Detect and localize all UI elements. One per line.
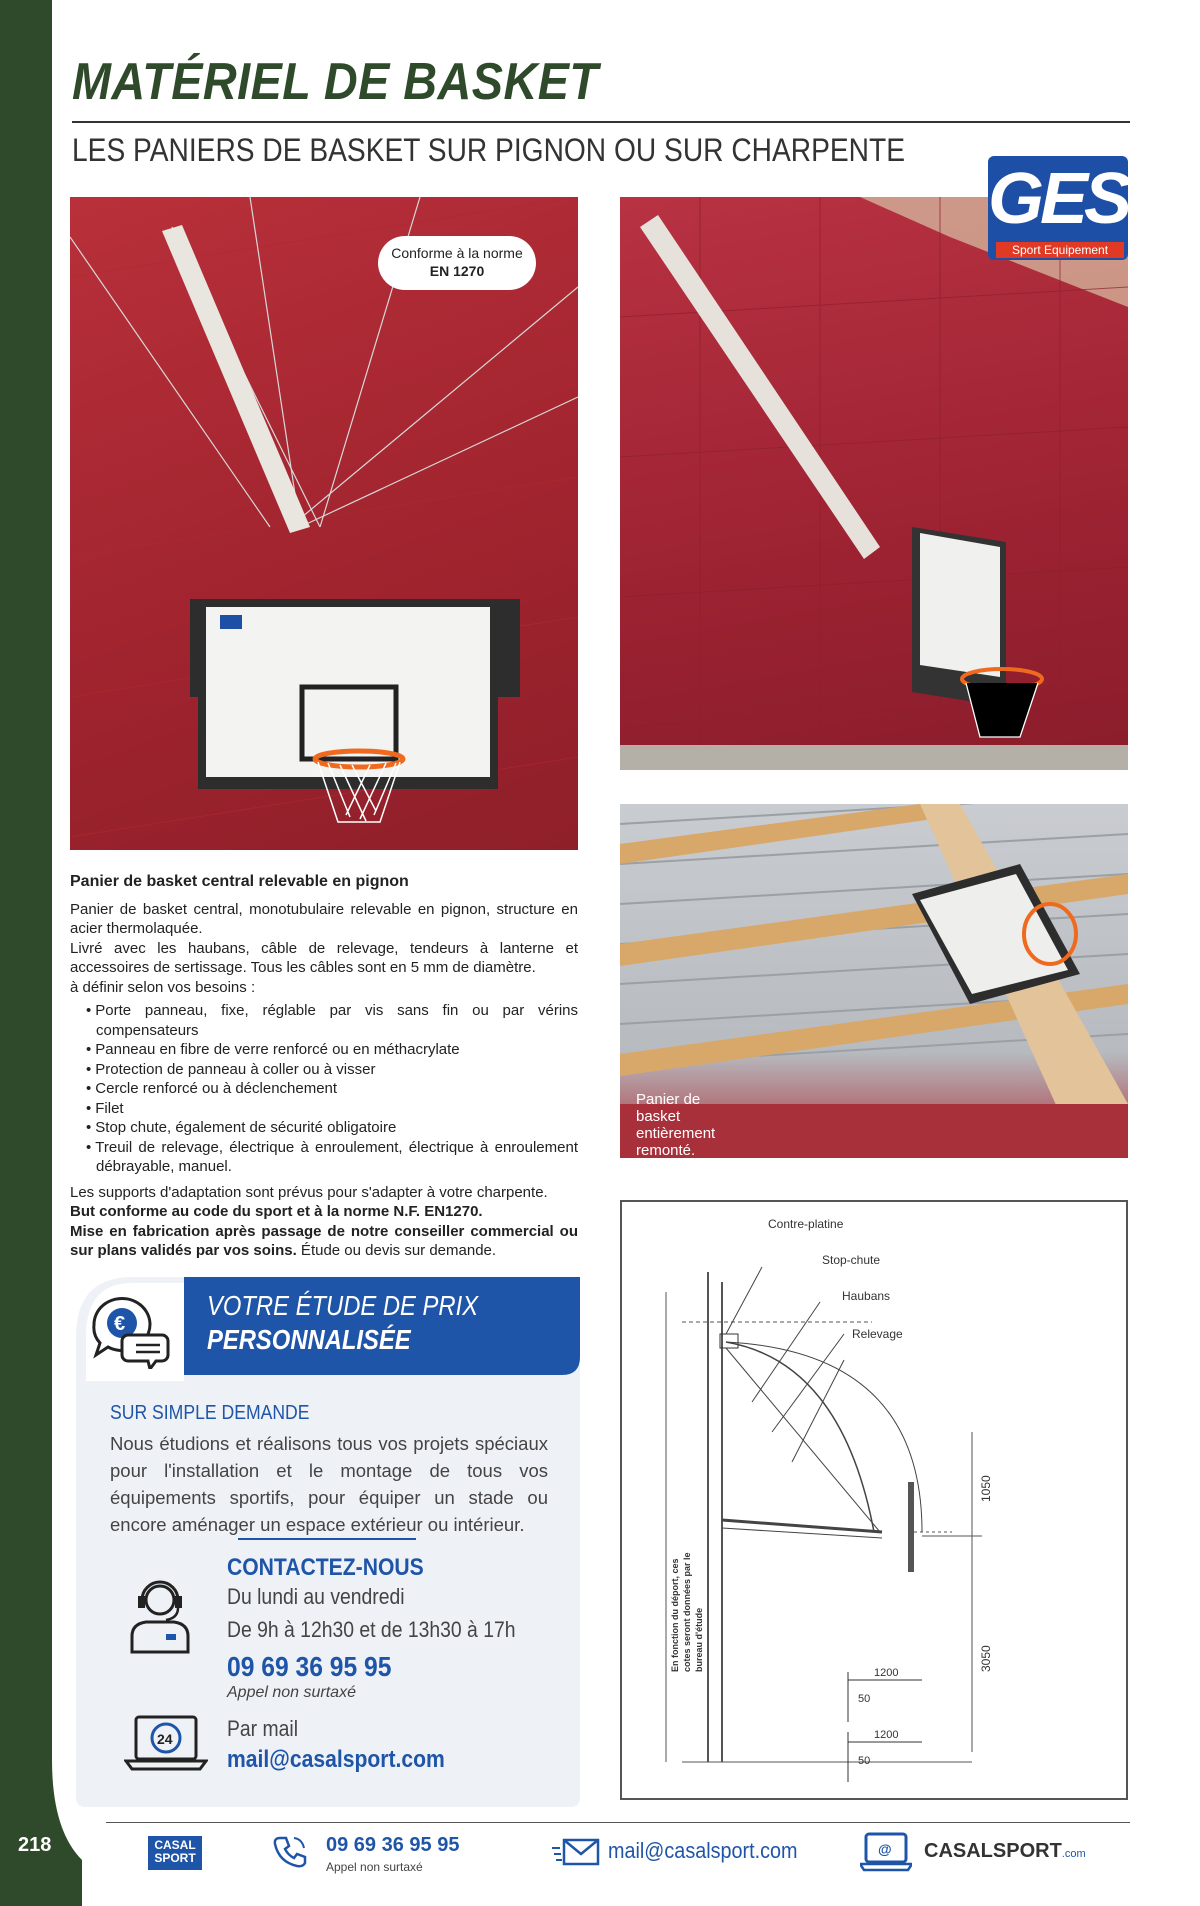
option-item: • Filet xyxy=(86,1099,578,1119)
diagram-side-note: En fonction du déport, ces xyxy=(670,1558,680,1672)
option-item: • Panneau en fibre de verre renforcé ou en méthacrylate xyxy=(86,1040,578,1060)
norm-badge-line1: Conforme à la norme xyxy=(391,245,523,261)
diagram-label-contre-platine: Contre-platine xyxy=(768,1217,844,1231)
svg-text:€: € xyxy=(114,1313,126,1335)
study-title-line1: VOTRE ÉTUDE DE PRIX xyxy=(207,1290,479,1321)
norm-badge-line2: EN 1270 xyxy=(429,263,485,279)
diagram-side-note-3: bureau d'étude xyxy=(694,1607,704,1672)
product-title: Panier de basket central relevable en pignon xyxy=(70,873,409,890)
product-options-intro: à définir selon vos besoins : xyxy=(70,978,256,996)
study-title-line2: PERSONNALISÉE xyxy=(207,1324,411,1355)
website-icon xyxy=(860,1832,912,1872)
photo-central-basket-drawing xyxy=(70,197,578,850)
photo-side-view xyxy=(620,197,1128,770)
footer-phone-note: Appel non surtaxé xyxy=(326,1860,423,1874)
option-item: • Protection de panneau à coller ou à visser xyxy=(86,1060,578,1080)
casal-logo-line2: SPORT xyxy=(154,1851,196,1865)
mail-label: Par mail xyxy=(227,1716,299,1741)
product-options-list xyxy=(86,1001,578,1177)
product-supports: Les supports d'adaptation sont prévus pour s'adapter à votre charpente. xyxy=(70,1183,548,1201)
footer-website-link[interactable] xyxy=(924,1840,1086,1863)
ges-logo-tagline: Sport Equipement xyxy=(996,242,1124,258)
diagram-dim-50-a: 50 xyxy=(858,1693,871,1705)
footer-rule xyxy=(106,1822,1130,1823)
diagram-side-note-2: cotes seront données par le xyxy=(682,1552,692,1672)
ges-logo-text: GES xyxy=(988,159,1129,239)
contact-phone-note: Appel non surtaxé xyxy=(227,1684,356,1701)
diagram-dim-1200-b: 1200 xyxy=(874,1729,899,1741)
mail-address-link[interactable]: mail@casalsport.com xyxy=(227,1746,445,1773)
title-rule xyxy=(72,121,1130,123)
mail-envelope-icon xyxy=(552,1834,600,1870)
diagram-label-stop-chute: Stop-chute xyxy=(822,1253,881,1267)
option-item: • Porte panneau, fixe, réglable par vis sans fin ou par vérins compensateurs xyxy=(86,1001,578,1040)
phone-icon xyxy=(272,1834,308,1870)
page-title: MATÉRIEL DE BASKET xyxy=(72,53,599,111)
contact-phone-link[interactable]: 09 69 36 95 95 xyxy=(227,1651,392,1682)
study-divider xyxy=(238,1538,416,1540)
ges-brand-logo xyxy=(988,156,1128,260)
photo-raised-basket xyxy=(620,804,1128,1158)
page-subtitle: LES PANIERS DE BASKET SUR PIGNON OU SUR CHARPENTE xyxy=(72,132,905,168)
casal-logo-line1: CASAL xyxy=(154,1838,196,1852)
option-item: • Treuil de relevage, électrique à enroulement, électrique à enroulement débrayable, manuel. xyxy=(86,1138,578,1177)
footer-mail-link[interactable]: mail@casalsport.com xyxy=(608,1838,798,1863)
product-fabrication-rest: Étude ou devis sur demande. xyxy=(296,1242,497,1259)
technical-diagram xyxy=(620,1200,1128,1800)
headset-agent-icon xyxy=(128,1574,192,1654)
photo-central-basket xyxy=(70,197,578,850)
contact-hours: De 9h à 12h30 et de 13h30 à 17h xyxy=(227,1617,516,1642)
contact-title: CONTACTEZ-NOUS xyxy=(227,1554,424,1581)
page-number: 218 xyxy=(18,1834,52,1856)
diagram-dim-3050: 3050 xyxy=(979,1645,993,1672)
product-norm: But conforme au code du sport et à la norme N.F. EN1270. xyxy=(70,1203,483,1220)
euro-chat-icon xyxy=(88,1287,170,1369)
diagram-dim-50-b: 50 xyxy=(858,1755,871,1767)
laptop-24-text: 24 xyxy=(157,1731,173,1747)
diagram-dim-1050: 1050 xyxy=(979,1475,993,1502)
product-fabrication-bold: Mise en fabrication après passage de notre conseiller commercial ou sur plans validés par vos soins. xyxy=(70,1222,578,1259)
diagram-dim-1200-a: 1200 xyxy=(874,1667,899,1679)
footer-phone-link[interactable]: 09 69 36 95 95 xyxy=(326,1834,460,1856)
footer-web-main: CASALSPORT xyxy=(924,1840,1062,1862)
product-delivery: Livré avec les haubans, câble de relevage, tendeurs à lanterne et accessoires de sertissage. Tous les câbles sont en 5 mm de diamètre. xyxy=(70,939,578,976)
study-subtitle: SUR SIMPLE DEMANDE xyxy=(110,1402,310,1424)
svg-text:@: @ xyxy=(878,1841,892,1857)
contact-days: Du lundi au vendredi xyxy=(227,1584,405,1609)
raised-basket-caption: Panier de basket entièrement remonté. xyxy=(636,1091,716,1158)
diagram-label-relevage: Relevage xyxy=(852,1327,903,1341)
product-intro: Panier de basket central, monotubulaire relevable en pignon, structure en acier thermolaquée. xyxy=(70,900,578,937)
photo-side-view-drawing xyxy=(620,197,1128,770)
product-fabrication xyxy=(70,1222,578,1261)
norm-badge xyxy=(378,236,536,290)
technical-diagram-drawing xyxy=(622,1202,1126,1798)
option-item: • Cercle renforcé ou à déclenchement xyxy=(86,1079,578,1099)
laptop-24-icon xyxy=(124,1713,208,1773)
footer-web-suffix: .com xyxy=(1061,1848,1086,1860)
option-item: • Stop chute, également de sécurité obligatoire xyxy=(86,1118,578,1138)
casal-sport-logo xyxy=(148,1836,202,1870)
study-text: Nous étudions et réalisons tous vos projets spéciaux pour l'installation et le montage de tous vos équipements sportifs, pour équiper un stade ou encore aménager un espace extérieur ou intérieur. xyxy=(110,1433,548,1535)
product-description xyxy=(70,872,578,1261)
diagram-label-haubans: Haubans xyxy=(842,1289,891,1303)
